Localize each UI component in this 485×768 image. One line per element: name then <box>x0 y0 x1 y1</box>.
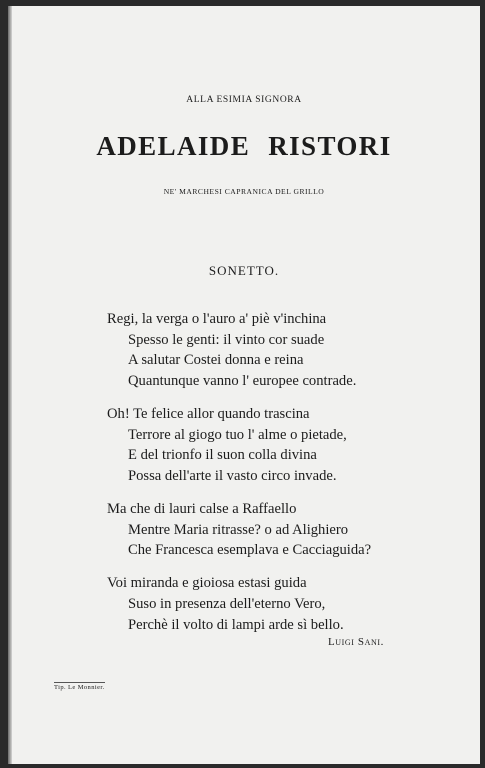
document-page <box>8 6 480 764</box>
verse-line: Terrore al giogo tuo l' alme o pietade, <box>128 426 347 443</box>
verse-line: Voi miranda e gioiosa estasi guida <box>107 575 307 592</box>
verse-line: Ma che di lauri calse a Raffaello <box>107 500 297 517</box>
printer-imprint: Tip. Le Monnier. <box>54 684 105 691</box>
verse-line: Perchè il volto di lampi arde sì bello. <box>128 616 344 633</box>
page-edge <box>8 6 12 764</box>
sonnet-body <box>107 309 371 648</box>
stanza-4 <box>107 573 371 635</box>
poem-heading: SONETTO. <box>208 263 280 278</box>
dedicatee-subtitle: NE' MARCHESI CAPRANICA DEL GRILLO <box>163 187 325 196</box>
dedicatee-name: ADELAIDE RISTORI <box>96 131 392 161</box>
verse-line: E del trionfo il suon colla divina <box>128 447 317 464</box>
verse-line: Possa dell'arte il vasto circo invade. <box>128 467 337 484</box>
verse-line: Mentre Maria ritrasse? o ad Alighiero <box>128 521 349 538</box>
verse-line: Quantunque vanno l' europee contrade. <box>128 372 357 389</box>
verse-line: Spesso le genti: il vinto cor suade <box>128 331 325 348</box>
stanza-1 <box>107 309 371 391</box>
author-signature: Luigi Sani. <box>327 636 384 648</box>
dedication-line: ALLA ESIMIA SIGNORA <box>186 95 302 105</box>
stanza-3 <box>107 499 371 561</box>
verse-line: Suso in presenza dell'eterno Vero, <box>128 595 326 612</box>
verse-line: Regi, la verga o l'auro a' piè v'inchina <box>107 311 327 327</box>
stanza-2 <box>107 404 371 486</box>
verse-line: A salutar Costei donna e reina <box>128 352 304 369</box>
verse-line: Che Francesca esemplava e Cacciaguida? <box>128 542 372 559</box>
verse-line: Oh! Te felice allor quando trascina <box>107 405 310 422</box>
